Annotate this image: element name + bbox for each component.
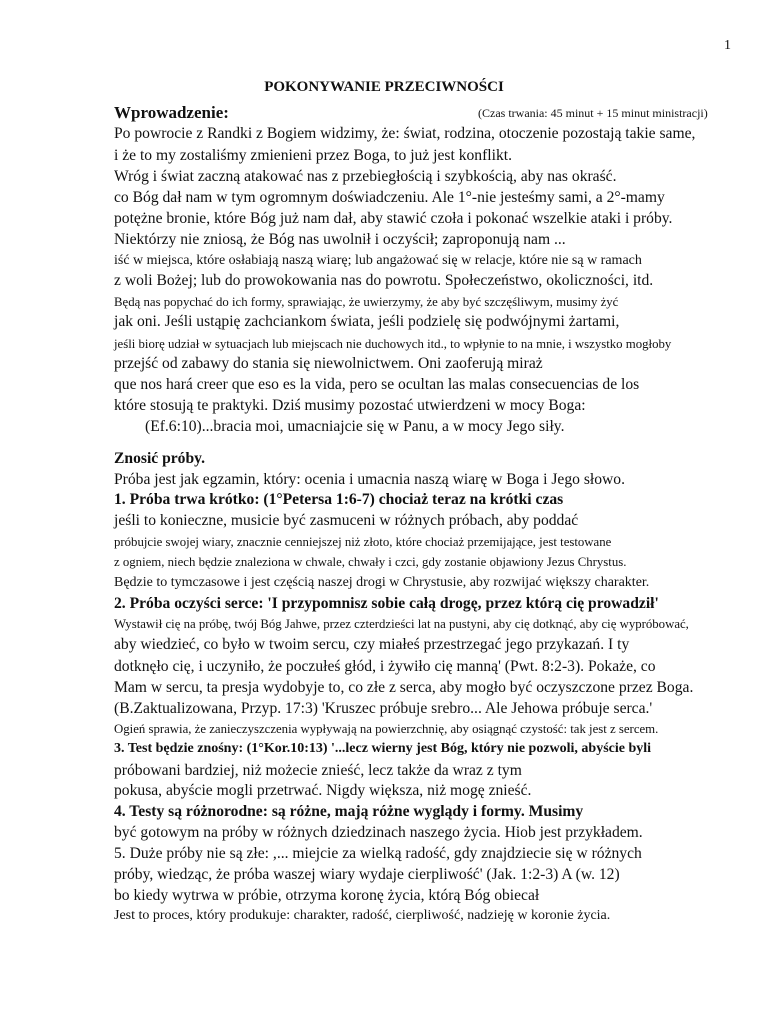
section-line: (B.Zaktualizowana, Przyp. 17:3) 'Kruszec próbuje srebro... Ale Jehowa próbuje serca.'	[114, 700, 653, 717]
intro-line: jak oni. Jeśli ustąpię zachciankom świata, jeśli podzielę się podwójnymi żartami,	[114, 313, 620, 330]
section-line: 4. Testy są różnorodne: są różne, mają różne wyglądy i formy. Musimy	[114, 803, 584, 820]
intro-line: (Ef.6:10)...bracia moi, umacniajcie się w Panu, a w mocy Jego siły.	[145, 418, 565, 435]
section-line: Ogień sprawia, że zanieczyszczenia wypływają na powierzchnię, aby osiągnąć czystość: tak jest z sercem.	[114, 722, 659, 736]
duration-note: (Czas trwania: 45 minut + 15 minut ministracji)	[478, 106, 708, 120]
section-line: próby, wiedząc, że próba waszej wiary wydaje cierpliwość' (Jak. 1:2-3) A (w. 12)	[114, 866, 620, 883]
intro-line: Po powrocie z Randki z Bogiem widzimy, że: świat, rodzina, otoczenie pozostają takie same,	[114, 125, 696, 142]
intro-line: Wróg i świat zaczną atakować nas z przebiegłością i szybkością, aby nas okraść.	[114, 168, 617, 185]
section-line: być gotowym na próby w różnych dziedzinach naszego życia. Hiob jest przykładem.	[114, 824, 643, 841]
section-line: Wystawił cię na próbę, twój Bóg Jahwe, przez czterdzieści lat na pustyni, aby cię dotknąć, aby cię wypróbować,	[114, 617, 689, 631]
intro-line: que nos hará creer que eso es la vida, pero se ocultan las malas consecuencias de los	[114, 376, 640, 393]
section-line: z ogniem, niech będzie znaleziona w chwale, chwały i czci, gdy zostanie objawiony Jezus Chrystus.	[114, 555, 627, 569]
section-line: Próba jest jak egzamin, który: ocenia i umacnia naszą wiarę w Boga i Jego słowo.	[114, 471, 625, 488]
section-line: aby wiedzieć, co było w twoim sercu, czy miałeś przestrzegać jego przykazań. I ty	[114, 636, 630, 653]
intro-line: które stosują te praktyki. Dziś musimy pozostać utwierdzeni w mocy Boga:	[114, 397, 586, 414]
intro-heading: Wprowadzenie:	[114, 103, 229, 122]
intro-line: Niektórzy nie zniosą, że Bóg nas uwolnił i oczyścił; zaproponują nam ...	[114, 231, 566, 248]
intro-line: iść w miejsca, które osłabiają naszą wiarę; lub angażować się w relacje, które nie są w ramach	[114, 253, 642, 268]
page-number: 1	[724, 38, 731, 53]
section-line: 1. Próba trwa krótko: (1°Petersa 1:6-7) chociaż teraz na krótki czas	[114, 491, 564, 508]
section-line: pokusa, abyście mogli przetrwać. Nigdy większa, niż mogę znieść.	[114, 782, 532, 799]
section-line: bo kiedy wytrwa w próbie, otrzyma koronę życia, którą Bóg obiecał	[114, 887, 540, 904]
section-line: jeśli to konieczne, musicie być zasmuceni w różnych próbach, aby poddać	[114, 512, 579, 529]
section-line: 5. Duże próby nie są złe: ,... miejcie za wielką radość, gdy znajdziecie się w różnych	[114, 845, 642, 862]
section-line: 3. Test będzie znośny: (1°Kor.10:13) '...lecz wierny jest Bóg, który nie pozwoli, abyście byli	[114, 741, 652, 756]
section-line: próbujcie swojej wiary, znacznie cenniejszej niż złoto, które chociaż przemijające, jest testowane	[114, 535, 612, 549]
section-line: 2. Próba oczyści serce: 'I przypomnisz sobie całą drogę, przez którą cię prowadził'	[114, 595, 659, 612]
intro-line: co Bóg dał nam w tym ogromnym doświadczeniu. Ale 1°-nie jesteśmy sami, a 2°-mamy	[114, 189, 665, 206]
intro-line: jeśli biorę udział w sytuacjach lub miejscach nie duchowych itd., to wpłynie to na mnie, i wszystko mogłoby	[114, 337, 672, 351]
section-line: próbowani bardziej, niż możecie znieść, lecz także da wraz z tym	[114, 762, 522, 779]
intro-line: Będą nas popychać do ich formy, sprawiając, że uwierzymy, że aby być szczęśliwym, musimy żyć	[114, 295, 619, 309]
section-line: Będzie to tymczasowe i jest częścią naszej drogi w Chrystusie, aby rozwijać większy charakter.	[114, 575, 650, 590]
section-line: dotknęło cię, i uczyniło, że poczułeś głód, i żywiło cię manną' (Pwt. 8:2-3). Pokaże, co	[114, 658, 656, 675]
intro-line: i że to my zostaliśmy zmienieni przez Boga, to już jest konflikt.	[114, 147, 512, 164]
intro-line: z woli Bożej; lub do prowokowania nas do powrotu. Społeczeństwo, okoliczności, itd.	[114, 272, 654, 289]
document-title: POKONYWANIE PRZECIWNOŚCI	[264, 79, 504, 95]
section-heading: Znosić próby.	[114, 450, 205, 467]
intro-line: przejść od zabawy do stania się niewolnictwem. Oni zaoferują miraż	[114, 355, 543, 372]
section-line: Jest to proces, który produkuje: charakter, radość, cierpliwość, nadzieję w koronie życia.	[114, 908, 611, 923]
intro-line: potężne bronie, które Bóg już nam dał, aby stawić czoła i pokonać wszelkie ataki i próby.	[114, 210, 673, 227]
section-line: Mam w sercu, ta presja wydobyje to, co złe z serca, aby mogło być oczyszczone przez Boga.	[114, 679, 694, 696]
